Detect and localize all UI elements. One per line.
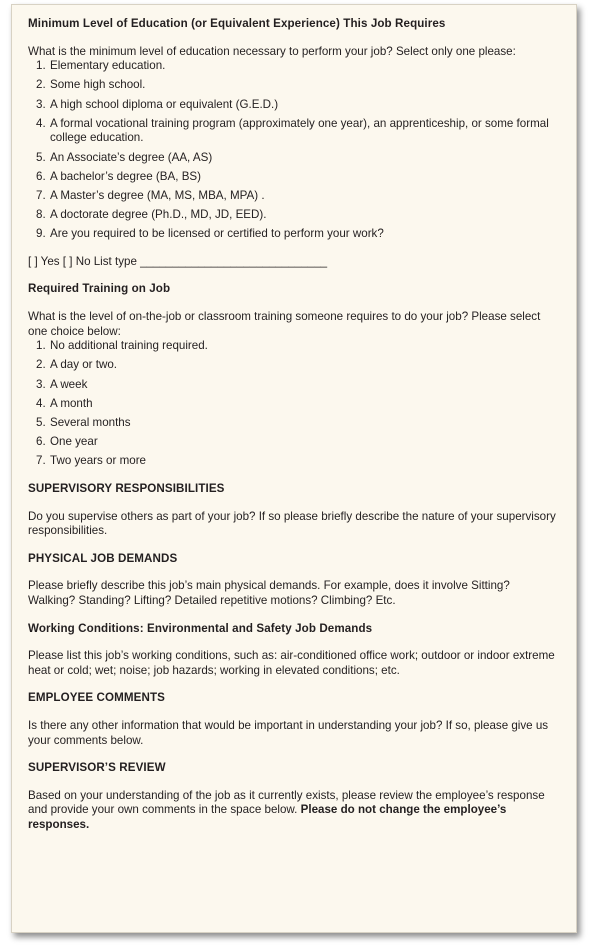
education-heading: Minimum Level of Education (or Equivalent Experience) This Job Requires — [28, 17, 446, 30]
supervisory-text: Do you supervise others as part of your job? If so please briefly describe the nature of your supervisory responsibilities. — [28, 509, 556, 538]
education-question: What is the minimum level of education necessary to perform your job? Select only one please: — [28, 44, 516, 58]
list-item: 2. A day or two. — [36, 358, 118, 372]
list-item: 3. A week — [36, 377, 88, 391]
list-item: 7. Two years or more — [36, 454, 146, 468]
training-question: What is the level of on-the-job or classroom training someone requires to do your job? Please select one choice below: — [28, 310, 541, 338]
list-item: 7. A Master’s degree (MA, MS, MBA, MPA) . — [36, 188, 265, 202]
employee-comments-text: Is there any other information that would be important in understanding your job? If so, please give us your comments below. — [28, 718, 549, 747]
working-conditions-heading: Working Conditions: Environmental and Safety Job Demands — [28, 621, 373, 635]
list-item: 6. One year — [36, 435, 98, 449]
form-page — [11, 4, 577, 933]
education-options-list — [28, 59, 558, 242]
physical-heading: PHYSICAL JOB DEMANDS — [28, 551, 178, 565]
license-line: [ ] Yes [ ] No List type _____________________________ — [28, 254, 328, 268]
physical-text: Please briefly describe this job’s main physical demands. For example, does it involve Sitting? Walking? Standing? Lifting? Detailed repetitive motions? Climbing? Etc. — [28, 579, 510, 607]
list-item: 6. A bachelor’s degree (BA, BS) — [36, 169, 202, 183]
list-item: 9. Are you required to be licensed or certified to perform your work? — [36, 227, 384, 241]
working-conditions-text: Please list this job’s working conditions, such as: air-conditioned office work; outdoor or indoor extreme heat or cold; wet; noise; job hazards; working in elevated conditions; etc. — [28, 649, 555, 677]
list-item: 1. No additional training required. — [36, 339, 208, 353]
list-item: 1. Elementary education. — [36, 59, 166, 73]
list-item: 8. A doctorate degree (Ph.D., MD, JD, EED). — [36, 208, 267, 222]
list-item: 5. Several months — [36, 416, 131, 429]
list-item: 4. A formal vocational training program (approximately one year), an apprenticeship, or some formal college education. — [36, 116, 549, 145]
supervisor-review-heading: SUPERVISOR’S REVIEW — [28, 761, 166, 775]
supervisor-review-warning: Please do not change the employee’s responses. — [28, 803, 507, 831]
supervisor-review-instructions: Based on your understanding of the job as it currently exists, please review the employee’s response and provide your own comments in the space below. — [28, 788, 545, 817]
list-item: 3. A high school diploma or equivalent (G.E.D.) — [36, 97, 279, 111]
list-item: 4. A month — [36, 396, 93, 410]
training-heading: Required Training on Job — [28, 282, 171, 296]
training-options-list — [28, 339, 558, 469]
employee-comments-heading: EMPLOYEE COMMENTS — [28, 691, 165, 705]
list-item: 5. An Associate’s degree (AA, AS) — [36, 150, 213, 164]
list-item: 2. Some high school. — [36, 78, 146, 92]
supervisory-heading: SUPERVISORY RESPONSIBILITIES — [28, 481, 225, 495]
supervisor-review-text — [28, 789, 558, 833]
